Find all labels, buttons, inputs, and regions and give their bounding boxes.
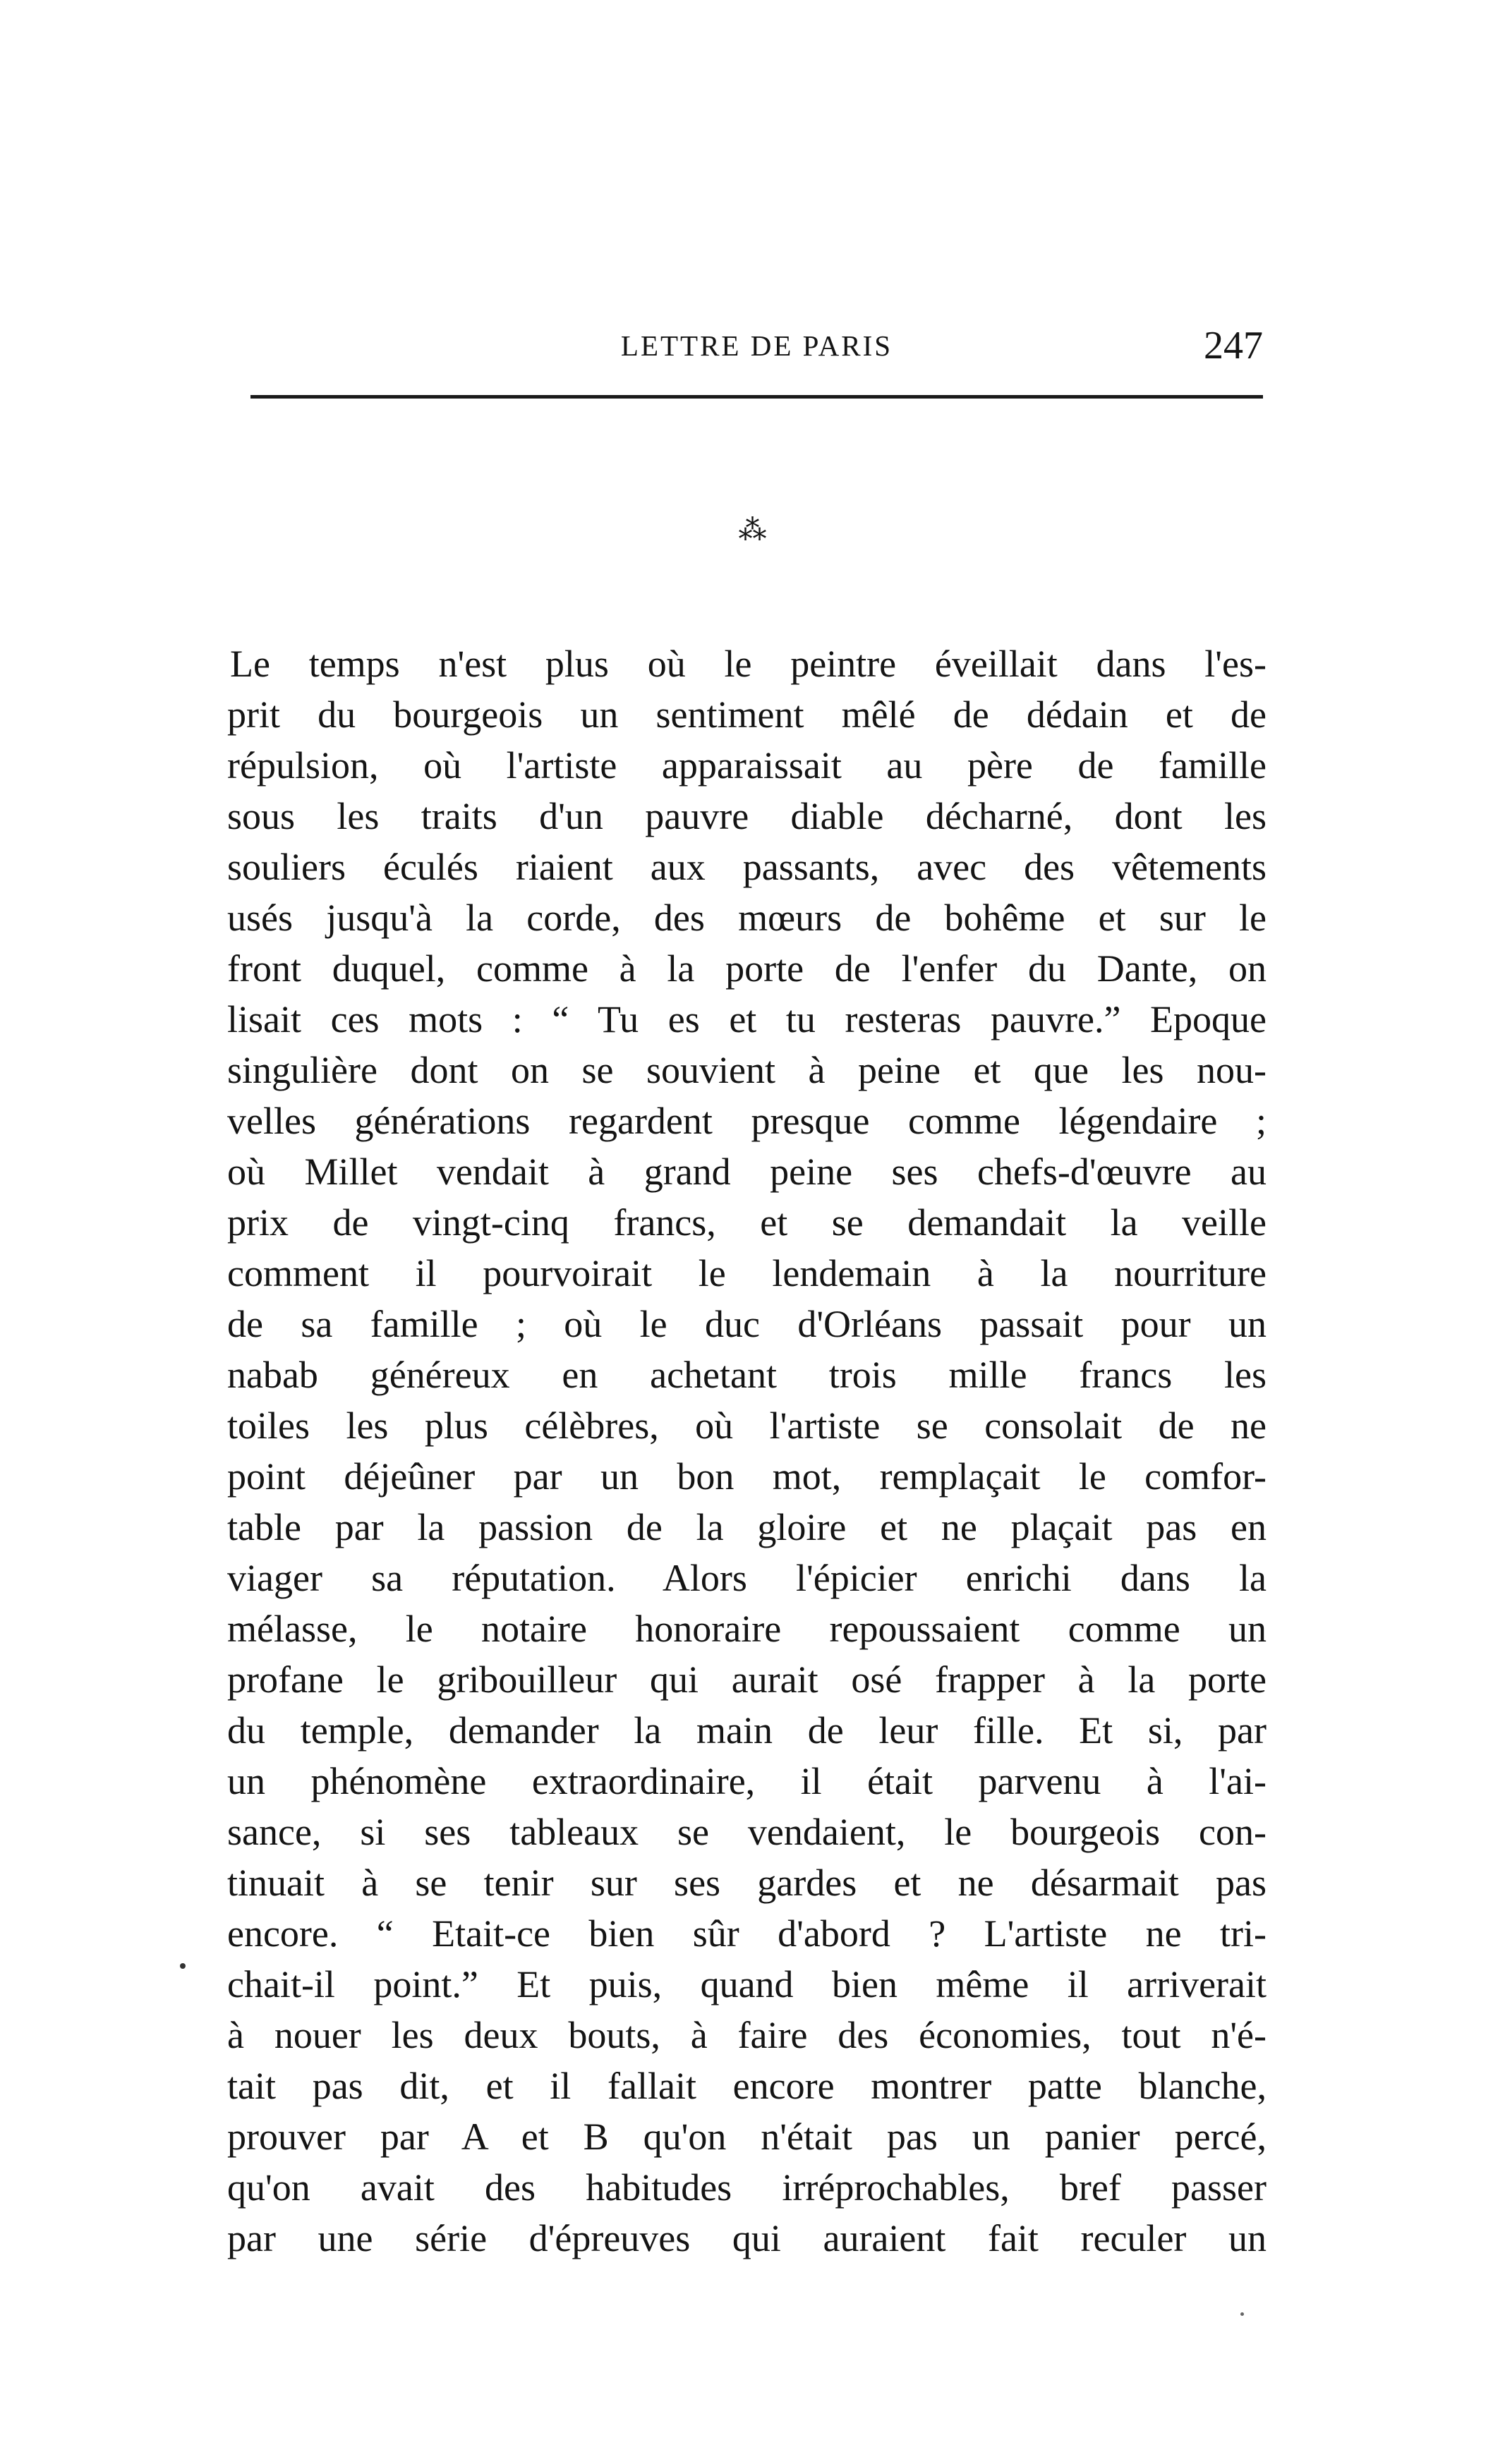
text-line: souliers éculés riaient aux passants, avec des vêtements: [227, 846, 1267, 888]
section-asterism: ⁂: [738, 514, 767, 547]
text-line: viager sa réputation. Alors l'épicier enrichi dans la: [227, 1557, 1267, 1599]
text-line: front duquel, comme à la porte de l'enfer du Dante, on: [227, 947, 1267, 990]
text-line: table par la passion de la gloire et ne plaçait pas en: [227, 1506, 1267, 1548]
margin-dot: [180, 1963, 186, 1969]
text-line: prix de vingt-cinq francs, et se demandait la veille: [227, 1201, 1267, 1244]
text-line: tait pas dit, et il fallait encore montrer patte blanche,: [227, 2065, 1267, 2107]
text-line: à nouer les deux bouts, à faire des économies, tout n'é-: [227, 2014, 1267, 2056]
text-line: lisait ces mots : “ Tu es et tu resteras pauvre.” Epoque: [227, 998, 1267, 1040]
text-line: Le temps n'est plus où le peintre éveillait dans l'es-: [230, 643, 1267, 685]
text-line: par une série d'épreuves qui auraient fait reculer un: [227, 2217, 1267, 2259]
header-rule: [250, 395, 1263, 399]
text-line: où Millet vendait à grand peine ses chefs-d'œuvre au: [227, 1151, 1267, 1193]
text-line: sous les traits d'un pauvre diable décharné, dont les: [227, 795, 1267, 837]
text-line: encore. “ Etait-ce bien sûr d'abord ? L'artiste ne tri-: [227, 1912, 1267, 1955]
body-paragraph: [227, 638, 1267, 2264]
running-head: [250, 321, 1263, 370]
text-line: singulière dont on se souvient à peine et que les nou-: [227, 1049, 1267, 1091]
text-line: sance, si ses tableaux se vendaient, le bourgeois con-: [227, 1811, 1267, 1853]
text-line: toiles les plus célèbres, où l'artiste se consolait de ne: [227, 1404, 1267, 1447]
text-line: tinuait à se tenir sur ses gardes et ne désarmait pas: [227, 1862, 1267, 1904]
text-line: usés jusqu'à la corde, des mœurs de bohême et sur le: [227, 897, 1267, 939]
page-number: 247: [1204, 324, 1263, 368]
text-line: répulsion, où l'artiste apparaissait au père de famille: [227, 744, 1267, 787]
text-line: du temple, demander la main de leur fille. Et si, par: [227, 1709, 1267, 1752]
paper-speck: [1240, 2312, 1244, 2316]
text-line: nabab généreux en achetant trois mille francs les: [227, 1354, 1267, 1396]
text-line: de sa famille ; où le duc d'Orléans passait pour un: [227, 1303, 1267, 1345]
text-line: prouver par A et B qu'on n'était pas un panier percé,: [227, 2116, 1267, 2158]
text-line: un phénomène extraordinaire, il était parvenu à l'ai-: [227, 1760, 1267, 1802]
running-title: LETTRE DE PARIS: [620, 329, 893, 362]
text-line: mélasse, le notaire honoraire repoussaient comme un: [227, 1608, 1267, 1650]
text-line: point déjeûner par un bon mot, remplaçait le comfor-: [227, 1455, 1267, 1498]
text-line: comment il pourvoirait le lendemain à la nourriture: [227, 1252, 1267, 1294]
text-line: profane le gribouilleur qui aurait osé frapper à la porte: [227, 1658, 1267, 1701]
text-line: chait-il point.” Et puis, quand bien même il arriverait: [227, 1963, 1267, 2005]
text-line: qu'on avait des habitudes irréprochables, bref passer: [227, 2166, 1267, 2209]
text-line: prit du bourgeois un sentiment mêlé de dédain et de: [227, 693, 1267, 736]
text-line: velles générations regardent presque comme légendaire ;: [227, 1100, 1267, 1142]
